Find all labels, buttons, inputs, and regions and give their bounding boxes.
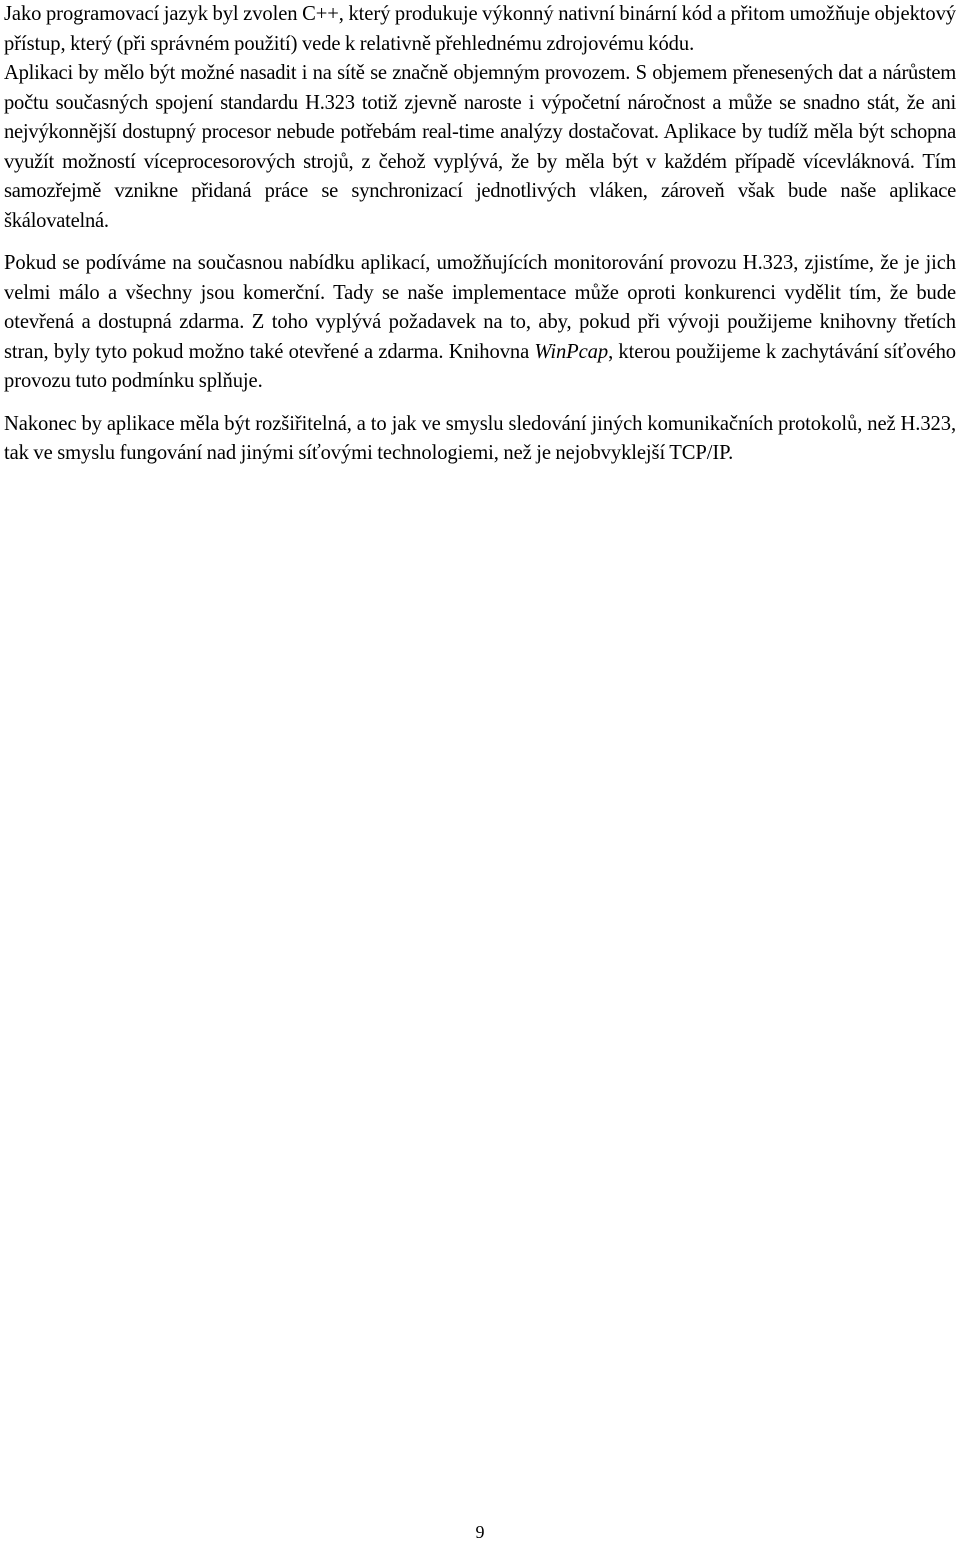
paragraph-open-source-text-after: , kterou použijeme k zachytávání síťového provozu tuto podmínku splňuje. [4,340,956,392]
document-page [4,0,956,469]
paragraph-programming-language: Jako programovací jazyk byl zvolen C++, který produkuje výkonný nativní binární kód a přitom umožňuje objektový přístup, který (při správném použití) vede k relativně přehlednému zdrojovému kódu. [4,3,956,55]
paragraph-open-source [4,249,956,397]
paragraph-open-source-text-before: Pokud se podíváme na současnou nabídku aplikací, umožňujících monitorování provozu H.323, zjistíme, že je jich velmi málo a všechny jsou komerční. Tady se naše implementace může oproti konkurenci vydělit tím, že bude otevřená a dostupná zdarma. Z toho vyplývá požadavek na to, aby, pokud při vývoji použijeme knihovny třetích stran, byly tyto pokud možno také otevřené a zdarma. Knihovna [4,252,956,363]
paragraph-scalability: Aplikaci by mělo být možné nasadit i na sítě se značně objemným provozem. S objemem přenesených dat a nárůstem počtu současných spojení standardu H.323 totiž zjevně naroste i výpočetní náročnost a může se snadno stát, že ani nejvýkonnější dostupný procesor nebude potřebám real-time analýzy dostačovat. Aplikace by tudíž měla být schopna využít možností víceprocesorových strojů, z čehož vyplývá, že by měla být v každém případě vícevláknová. Tím samozřejmě vznikne přidaná práce se synchronizací jednotlivých vláken, zároveň však bude naše aplikace škálovatelná. [4,62,956,232]
paragraph-extensibility: Nakonec by aplikace měla být rozšiřitelná, a to jak ve smyslu sledování jiných komunikačních protokolů, než H.323, tak ve smyslu fungování nad jinými síťovými technologiemi, než je nejobvyklejší TCP/IP. [4,412,956,464]
page-number: 9 [475,1522,485,1542]
winpcap-emphasis: WinPcap [534,340,609,363]
